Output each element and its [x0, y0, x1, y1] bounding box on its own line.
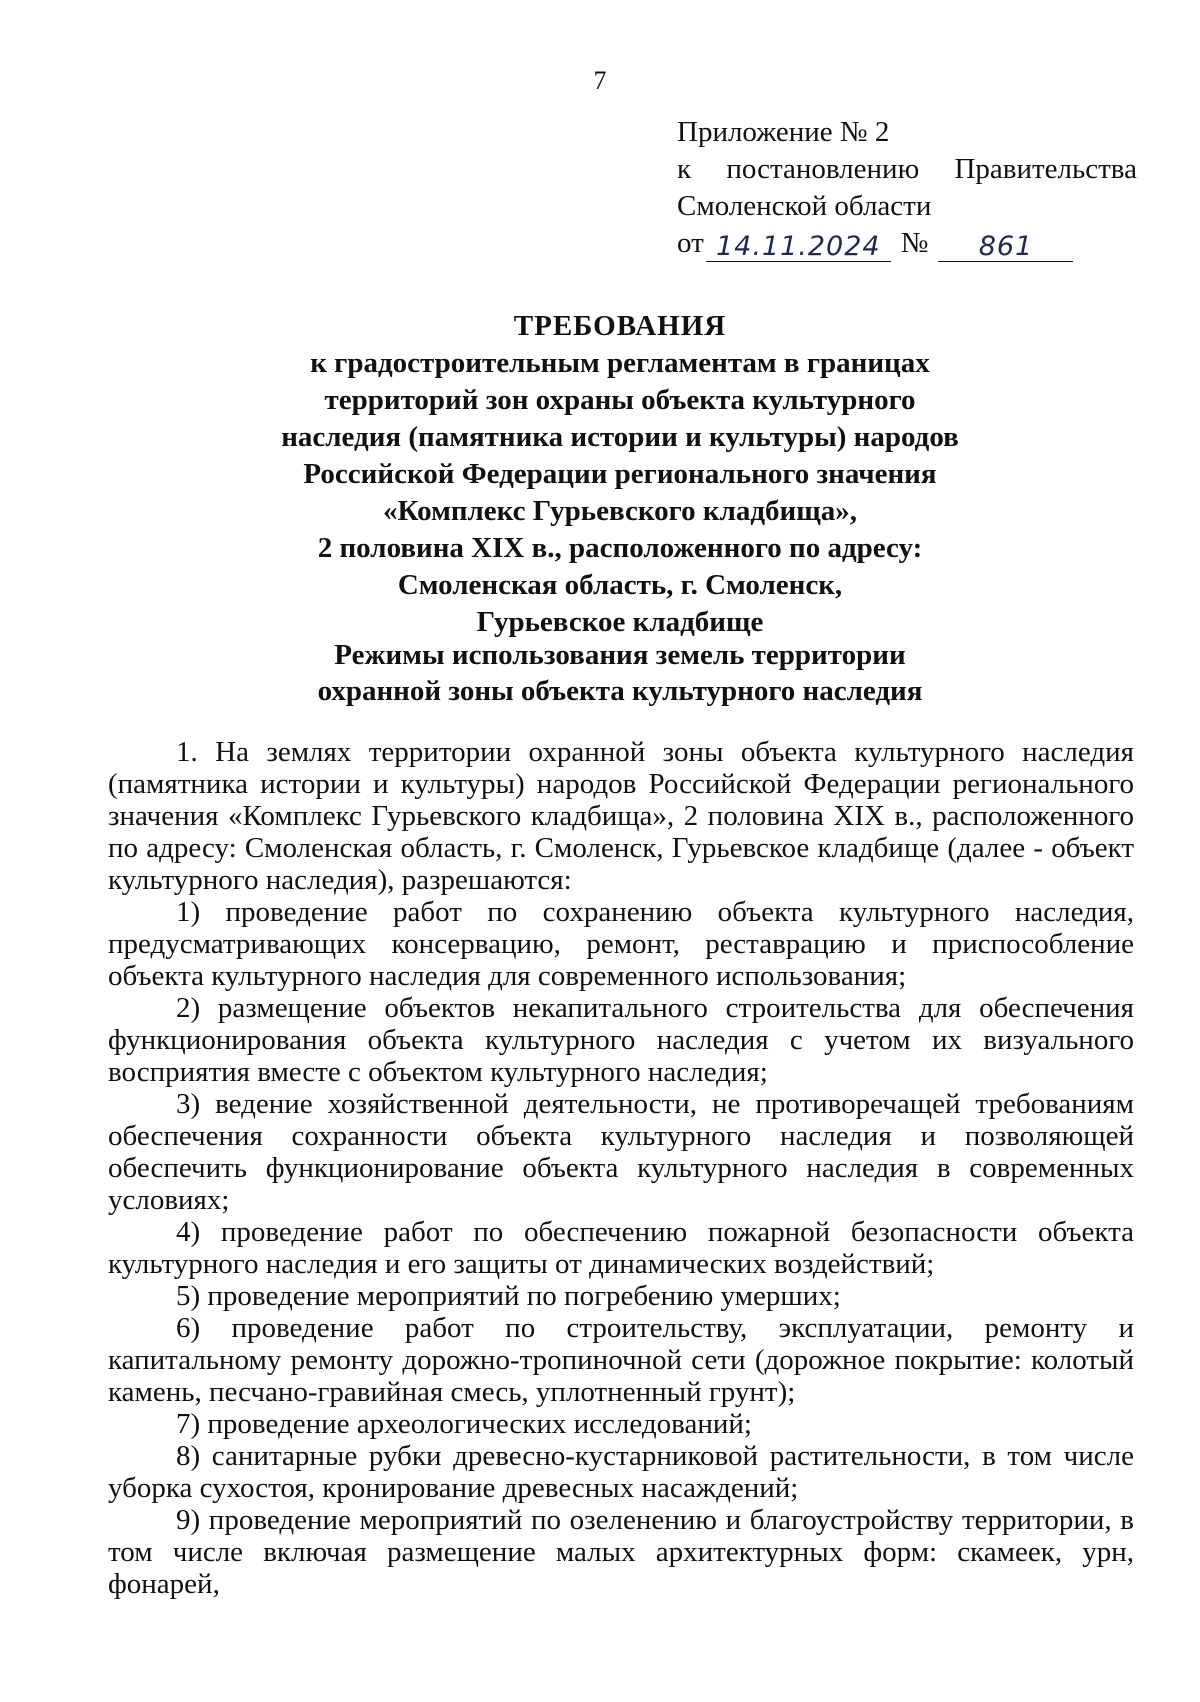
- title-line: территорий зон охраны объекта культурного: [324, 384, 916, 416]
- page-number: 7: [593, 66, 607, 95]
- body-paragraph: 6) проведение работ по строительству, эксплуатации, ремонту и капитальному ремонту дорожно-тропиночной сети (дорожное покрытие: колотый камень, песчано-гравийная смесь, уплотненный грунт);: [108, 1312, 1134, 1408]
- number-label: №: [900, 227, 929, 259]
- handwritten-date: 14.11.2024: [706, 233, 891, 262]
- annex-government-word: Правительства: [954, 153, 1137, 185]
- title-line: Гурьевское кладбище: [476, 606, 764, 638]
- body-paragraph: 7) проведение археологических исследований;: [176, 1408, 752, 1440]
- document-title: [110, 308, 1130, 641]
- subtitle-line: Режимы использования земель территории: [334, 639, 906, 671]
- date-prefix: от: [677, 227, 704, 259]
- title-line: Российской Федерации регионального значения: [303, 458, 937, 490]
- annex-region: Смоленской области: [677, 190, 932, 222]
- subtitle-line: охранной зоны объекта культурного наследия: [317, 675, 923, 707]
- body-paragraph: 9) проведение мероприятий по озеленению и благоустройству территории, в том числе включая размещение малых архитектурных форм: скамеек, урн, фонарей,: [108, 1504, 1134, 1600]
- body-paragraph: 2) размещение объектов некапитального строительства для обеспечения функционирования объекта культурного наследия с учетом их визуального восприятия вместе с объектом культурного наследия;: [108, 992, 1134, 1088]
- annex-title: Приложение № 2: [677, 116, 890, 148]
- title-line: 2 половина XIX в., расположенного по адресу:: [317, 532, 923, 564]
- title-line: наследия (памятника истории и культуры) народов: [281, 421, 959, 453]
- body-paragraph: 5) проведение мероприятий по погребению умерших;: [176, 1280, 841, 1312]
- annex-header: [677, 114, 1137, 262]
- body-paragraph: 4) проведение работ по обеспечению пожарной безопасности объекта культурного наследия и его защиты от динамических воздействий;: [108, 1216, 1134, 1280]
- annex-date-number-line: [677, 225, 1137, 262]
- body-paragraph: 3) ведение хозяйственной деятельности, не противоречащей требованиям обеспечения сохранности объекта культурного наследия и позволяющей обеспечить функционирование объекта культурного наследия в современных условиях;: [108, 1088, 1134, 1216]
- handwritten-number: 861: [938, 233, 1073, 262]
- title-line: к градостроительным регламентам в границах: [310, 347, 930, 379]
- annex-resolution-word: постановлению: [726, 153, 920, 185]
- title-line: Смоленская область, г. Смоленск,: [397, 569, 843, 601]
- title-line: «Комплекс Гурьевского кладбища»,: [383, 495, 857, 527]
- body-paragraph: 8) санитарные рубки древесно-кустарниковой растительности, в том числе уборка сухостоя, кронирование древесных насаждений;: [108, 1440, 1134, 1504]
- annex-resolution-line: [677, 151, 1137, 188]
- body-paragraph: 1) проведение работ по сохранению объекта культурного наследия, предусматривающих консервацию, ремонт, реставрацию и приспособление объекта культурного наследия для современного использования;: [108, 896, 1134, 992]
- document-body: [108, 736, 1134, 1600]
- annex-preposition: к: [677, 153, 692, 185]
- body-paragraph: 1. На землях территории охранной зоны объекта культурного наследия (памятника истории и культуры) народов Российской Федерации регионального значения «Комплекс Гурьевского кладбища», 2 половина XIX в., расположенного по адресу: Смоленская область, г. Смоленск, Гурьевское кладбище (далее - объект культурного наследия), разрешаются:: [108, 736, 1134, 896]
- section-subtitle: [110, 637, 1130, 709]
- title-main: ТРЕБОВАНИЯ: [513, 310, 727, 342]
